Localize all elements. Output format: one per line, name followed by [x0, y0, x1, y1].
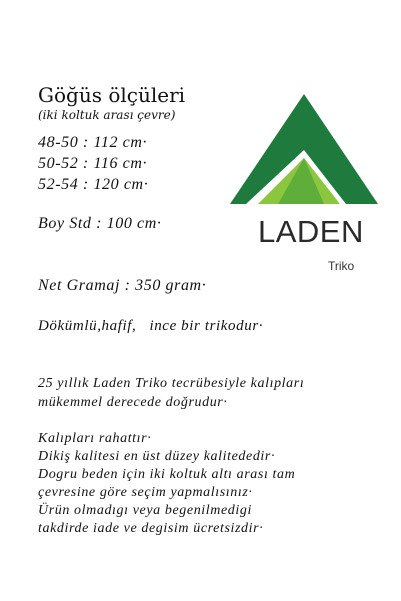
green-triangle-logo-icon — [228, 92, 380, 207]
height-text: Boy Std : 100 cm· — [38, 215, 162, 232]
paragraph-line: Dogru beden için iki koltuk altı arası tam — [38, 467, 296, 482]
size-row: 48-50 : 112 cm· — [38, 134, 148, 151]
paragraph-line: mükemmel derecede doğrudur· — [38, 395, 228, 410]
paragraph-line: Ürün olmadıgı veya begenilmedigi — [38, 503, 252, 518]
size-row: 50-52 : 116 cm· — [38, 155, 148, 172]
fabric-description: Dökümlü,hafif, ince bir trikodur· — [38, 318, 264, 334]
paragraph-line: takdirde iade ve degisim ücretsizdir· — [38, 521, 264, 536]
brand-tagline: Triko — [328, 259, 355, 273]
chest-measurements-subtitle: (iki koltuk arası çevre) — [38, 108, 176, 122]
paragraph-line: 25 yıllık Laden Triko tecrübesiyle kalıpları — [38, 376, 305, 391]
weight-text: Net Gramaj : 350 gram· — [38, 277, 207, 294]
paragraph-line: Kalıpları rahattır· — [38, 431, 152, 446]
pattern-paragraph — [38, 374, 304, 412]
brand-name: LADEN — [258, 214, 364, 249]
paragraph-line: Dikiş kalitesi en üst düzey kalitededir· — [38, 449, 276, 464]
details-paragraph — [38, 430, 295, 538]
size-list — [38, 132, 148, 195]
paragraph-line: çevresine göre seçim yapmalısınız· — [38, 485, 253, 500]
size-row: 52-54 : 120 cm· — [38, 176, 149, 193]
chest-measurements-title: Göğüs ölçüleri — [38, 83, 186, 107]
